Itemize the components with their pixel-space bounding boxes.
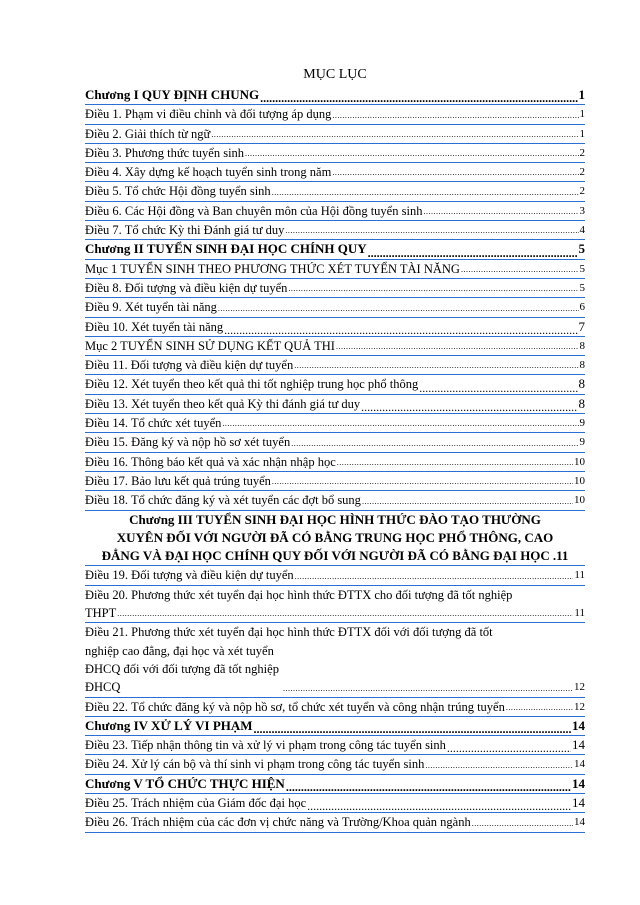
article-20-line-2: THPT <box>85 606 117 621</box>
article-21-page-number: 12 <box>574 681 585 694</box>
toc-entry-label: Điều 17. Bảo lưu kết quả trúng tuyển <box>85 473 271 488</box>
article-20-line-1: Điều 20. Phương thức xét tuyển đại học hình thức ĐTTX cho đối tượng đã tốt nghiệp <box>85 587 513 602</box>
toc-entry-article[interactable] <box>85 472 585 491</box>
toc-entry-leader <box>332 111 578 121</box>
toc-entry-article[interactable] <box>85 491 585 510</box>
toc-entry-article[interactable] <box>85 736 585 755</box>
chapter-3-line-1: Chương III TUYỂN SINH ĐẠI HỌC HÌNH THỨC ĐÀO TẠO THƯỜNG <box>129 511 541 527</box>
toc-entry-leader <box>291 439 578 449</box>
toc-entry-leader <box>337 458 573 468</box>
toc-entry-article[interactable] <box>85 566 585 585</box>
toc-entry-leader <box>245 149 578 159</box>
toc-entry-article-21[interactable] <box>85 623 585 697</box>
toc-entry-page-number: 7 <box>578 318 585 334</box>
toc-title: MỤC LỤC <box>303 67 367 82</box>
toc-entry-label: Điều 9. Xét tuyển tài năng <box>85 300 217 315</box>
toc-entry-leader <box>218 304 579 314</box>
toc-entry-label: Mục 2 TUYỂN SINH SỬ DỤNG KẾT QUẢ THI <box>85 338 335 353</box>
toc-entry-leader <box>288 284 578 294</box>
toc-entry-page-number: 3 <box>579 204 585 217</box>
toc-entry-leader <box>254 724 571 734</box>
toc-list-3 <box>85 698 585 833</box>
toc-entry-article[interactable] <box>85 794 585 813</box>
toc-entry-leader <box>472 819 573 829</box>
toc-entry-leader <box>294 361 578 371</box>
toc-entry-page-number: 8 <box>579 339 585 352</box>
toc-entry-leader <box>447 743 571 753</box>
toc-entry-article[interactable] <box>85 260 585 279</box>
article-20-leader <box>117 609 573 619</box>
toc-entry-article[interactable] <box>85 375 585 394</box>
toc-entry-article[interactable] <box>85 698 585 717</box>
toc-entry-page-number: 8 <box>578 376 585 392</box>
toc-entry-article[interactable] <box>85 279 585 298</box>
toc-entry-label: Điều 11. Đối tượng và điều kiện dự tuyển <box>85 358 294 373</box>
toc-entry-label: Điều 15. Đăng ký và nộp hồ sơ xét tuyển <box>85 435 291 450</box>
toc-entry-leader <box>295 572 574 582</box>
toc-entry-leader <box>307 801 571 811</box>
toc-entry-page-number: 12 <box>574 700 585 713</box>
toc-entry-leader <box>362 497 573 507</box>
chapter-3-leader: . <box>552 548 557 564</box>
toc-entry-label: Điều 22. Tổ chức đăng ký và nộp hồ sơ, tổ chức xét tuyển và công nhận trúng tuyển <box>85 699 505 714</box>
toc-entry-page-number: 2 <box>579 185 585 198</box>
toc-page <box>85 64 585 833</box>
toc-entry-label: Điều 25. Trách nhiệm của Giám đốc đại học <box>85 795 307 810</box>
toc-list-2 <box>85 566 585 585</box>
toc-entry-page-number: 10 <box>574 455 585 468</box>
article-21-line-2: nghiệp cao đẳng, đại học và xét tuyển ĐHCQ đối với đối tượng đã tốt nghiệp ĐHCQ <box>85 643 279 695</box>
toc-entry-page-number: 14 <box>572 794 585 810</box>
toc-entry-page-number: 11 <box>574 569 585 582</box>
toc-entry-page-number: 2 <box>579 166 585 179</box>
toc-entry-label: Điều 1. Phạm vi điều chỉnh và đối tượng áp dụng <box>85 107 332 122</box>
toc-entry-label: Điều 19. Đối tượng và điều kiện dự tuyển <box>85 568 294 583</box>
toc-entry-leader <box>423 207 578 217</box>
chapter-3-line-3: ĐẲNG VÀ ĐẠI HỌC CHÍNH QUY ĐỐI VỚI NGƯỜI ĐÃ CÓ BẰNG ĐẠI HỌC <box>101 548 550 564</box>
toc-entry-label: Điều 14. Tổ chức xét tuyển <box>85 416 222 431</box>
toc-entry-label: Điều 10. Xét tuyển tài năng <box>85 319 224 334</box>
toc-entry-article[interactable] <box>85 221 585 240</box>
toc-entry-leader <box>272 188 579 198</box>
toc-entry-article[interactable] <box>85 318 585 337</box>
toc-entry-leader <box>286 782 571 792</box>
toc-entry-page-number: 8 <box>579 359 585 372</box>
toc-entry-label: Chương II TUYỂN SINH ĐẠI HỌC CHÍNH QUY <box>85 241 367 257</box>
toc-entry-page-number: 1 <box>579 127 585 140</box>
toc-entry-chapter[interactable] <box>85 775 585 794</box>
toc-entry-article[interactable] <box>85 433 585 452</box>
toc-entry-article[interactable] <box>85 356 585 375</box>
toc-entry-page-number: 14 <box>572 717 585 733</box>
toc-entry-label: Điều 7. Tổ chức Kỳ thi Đánh giá tư duy <box>85 223 285 238</box>
toc-entry-leader <box>272 477 573 487</box>
toc-entry-leader <box>461 265 579 275</box>
toc-entry-page-number: 2 <box>579 146 585 159</box>
toc-entry-page-number: 5 <box>579 281 585 294</box>
chapter-3-line-2: XUYÊN ĐỐI VỚI NGƯỜI ĐÃ CÓ BẰNG TRUNG HỌC PHỔ THÔNG, CAO <box>116 529 554 545</box>
toc-entry-page-number: 14 <box>572 775 585 791</box>
toc-entry-page-number: 5 <box>579 262 585 275</box>
toc-entry-leader <box>224 325 577 335</box>
toc-entry-chapter[interactable] <box>85 240 585 259</box>
toc-entry-chapter[interactable] <box>85 86 585 105</box>
toc-entry-label: Điều 26. Trách nhiệm của các đơn vị chức năng và Trường/Khoa quản ngành <box>85 815 471 830</box>
toc-entry-page-number: 14 <box>574 816 585 829</box>
toc-entry-leader <box>506 703 573 713</box>
toc-entry-label: Điều 2. Giải thích từ ngữ <box>85 126 211 141</box>
article-21-leader <box>283 684 573 694</box>
toc-entry-article[interactable] <box>85 395 585 414</box>
toc-entry-page-number: 9 <box>579 436 585 449</box>
article-21-line-1: Điều 21. Phương thức xét tuyển đại học hình thức ĐTTX đối với đối tượng đã tốt <box>85 625 493 640</box>
toc-entry-leader <box>285 226 578 236</box>
toc-entry-leader <box>260 93 577 103</box>
toc-entry-page-number: 4 <box>579 224 585 237</box>
toc-entry-page-number: 8 <box>578 395 585 411</box>
toc-entry-label: Điều 8. Đối tượng và điều kiện dự tuyển <box>85 280 288 295</box>
toc-entry-label: Chương V TỔ CHỨC THỰC HIỆN <box>85 775 285 791</box>
toc-entry-article-20[interactable] <box>85 586 585 624</box>
toc-entry-page-number: 9 <box>579 417 585 430</box>
toc-entry-article[interactable] <box>85 163 585 182</box>
toc-entry-label: Điều 18. Tổ chức đăng ký và xét tuyển các đợt bổ sung <box>85 493 361 508</box>
toc-entry-page-number: 14 <box>572 737 585 753</box>
toc-entry-page-number: 10 <box>574 494 585 507</box>
toc-entry-article[interactable] <box>85 414 585 433</box>
toc-entry-leader <box>332 168 578 178</box>
toc-entry-label: Điều 5. Tổ chức Hội đồng tuyển sinh <box>85 184 271 199</box>
toc-entry-leader <box>336 342 579 352</box>
toc-entry-article[interactable] <box>85 755 585 774</box>
toc-entry-label: Chương IV XỬ LÝ VI PHẠM <box>85 717 253 733</box>
toc-entry-article[interactable] <box>85 453 585 472</box>
toc-entry-article[interactable] <box>85 202 585 221</box>
toc-entry-label: Điều 24. Xử lý cán bộ và thí sinh vi phạm trong công tác tuyển sinh <box>85 757 425 772</box>
toc-entry-label: Điều 4. Xây dựng kế hoạch tuyển sinh trong năm <box>85 165 332 180</box>
toc-entry-article[interactable] <box>85 125 585 144</box>
toc-entry-page-number: 1 <box>578 87 585 102</box>
toc-entry-leader <box>368 248 578 258</box>
toc-entry-page-number: 10 <box>574 474 585 487</box>
toc-entry-article[interactable] <box>85 182 585 201</box>
toc-entry-article[interactable] <box>85 144 585 163</box>
article-20-page-number: 11 <box>574 607 585 620</box>
toc-entry-article[interactable] <box>85 813 585 832</box>
toc-entry-label: Điều 16. Thông báo kết quả và xác nhận nhập học <box>85 454 336 469</box>
toc-entry-leader <box>419 383 577 393</box>
chapter-3-page-number: 11 <box>556 548 569 564</box>
toc-entry-page-number: 14 <box>574 758 585 771</box>
toc-entry-leader <box>222 419 578 429</box>
toc-entry-article[interactable] <box>85 337 585 356</box>
toc-entry-label: Điều 13. Xét tuyển theo kết quả Kỳ thi đánh giá tư duy <box>85 396 361 411</box>
toc-list <box>85 86 585 511</box>
toc-entry-chapter-3[interactable] <box>85 511 585 567</box>
toc-entry-label: Điều 23. Tiếp nhận thông tin và xử lý vi phạm trong công tác tuyển sinh <box>85 738 446 753</box>
toc-entry-chapter[interactable] <box>85 717 585 736</box>
toc-entry-page-number: 1 <box>579 108 585 121</box>
toc-entry-leader <box>425 761 573 771</box>
toc-entry-article[interactable] <box>85 105 585 124</box>
toc-entry-page-number: 5 <box>578 241 585 257</box>
toc-entry-label: Chương I QUY ĐỊNH CHUNG <box>85 87 260 102</box>
toc-entry-label: Mục 1 TUYỂN SINH THEO PHƯƠNG THỨC XÉT TUYỂN TÀI NĂNG <box>85 261 460 276</box>
toc-entry-leader <box>361 402 577 412</box>
toc-entry-article[interactable] <box>85 298 585 317</box>
toc-entry-label: Điều 6. Các Hội đồng và Ban chuyên môn của Hội đồng tuyển sinh <box>85 203 423 218</box>
toc-entry-label: Điều 12. Xét tuyển theo kết quả thi tốt nghiệp trung học phổ thông <box>85 377 419 392</box>
toc-entry-label: Điều 3. Phương thức tuyển sinh <box>85 145 245 160</box>
toc-entry-page-number: 6 <box>579 301 585 314</box>
toc-entry-leader <box>211 130 578 140</box>
